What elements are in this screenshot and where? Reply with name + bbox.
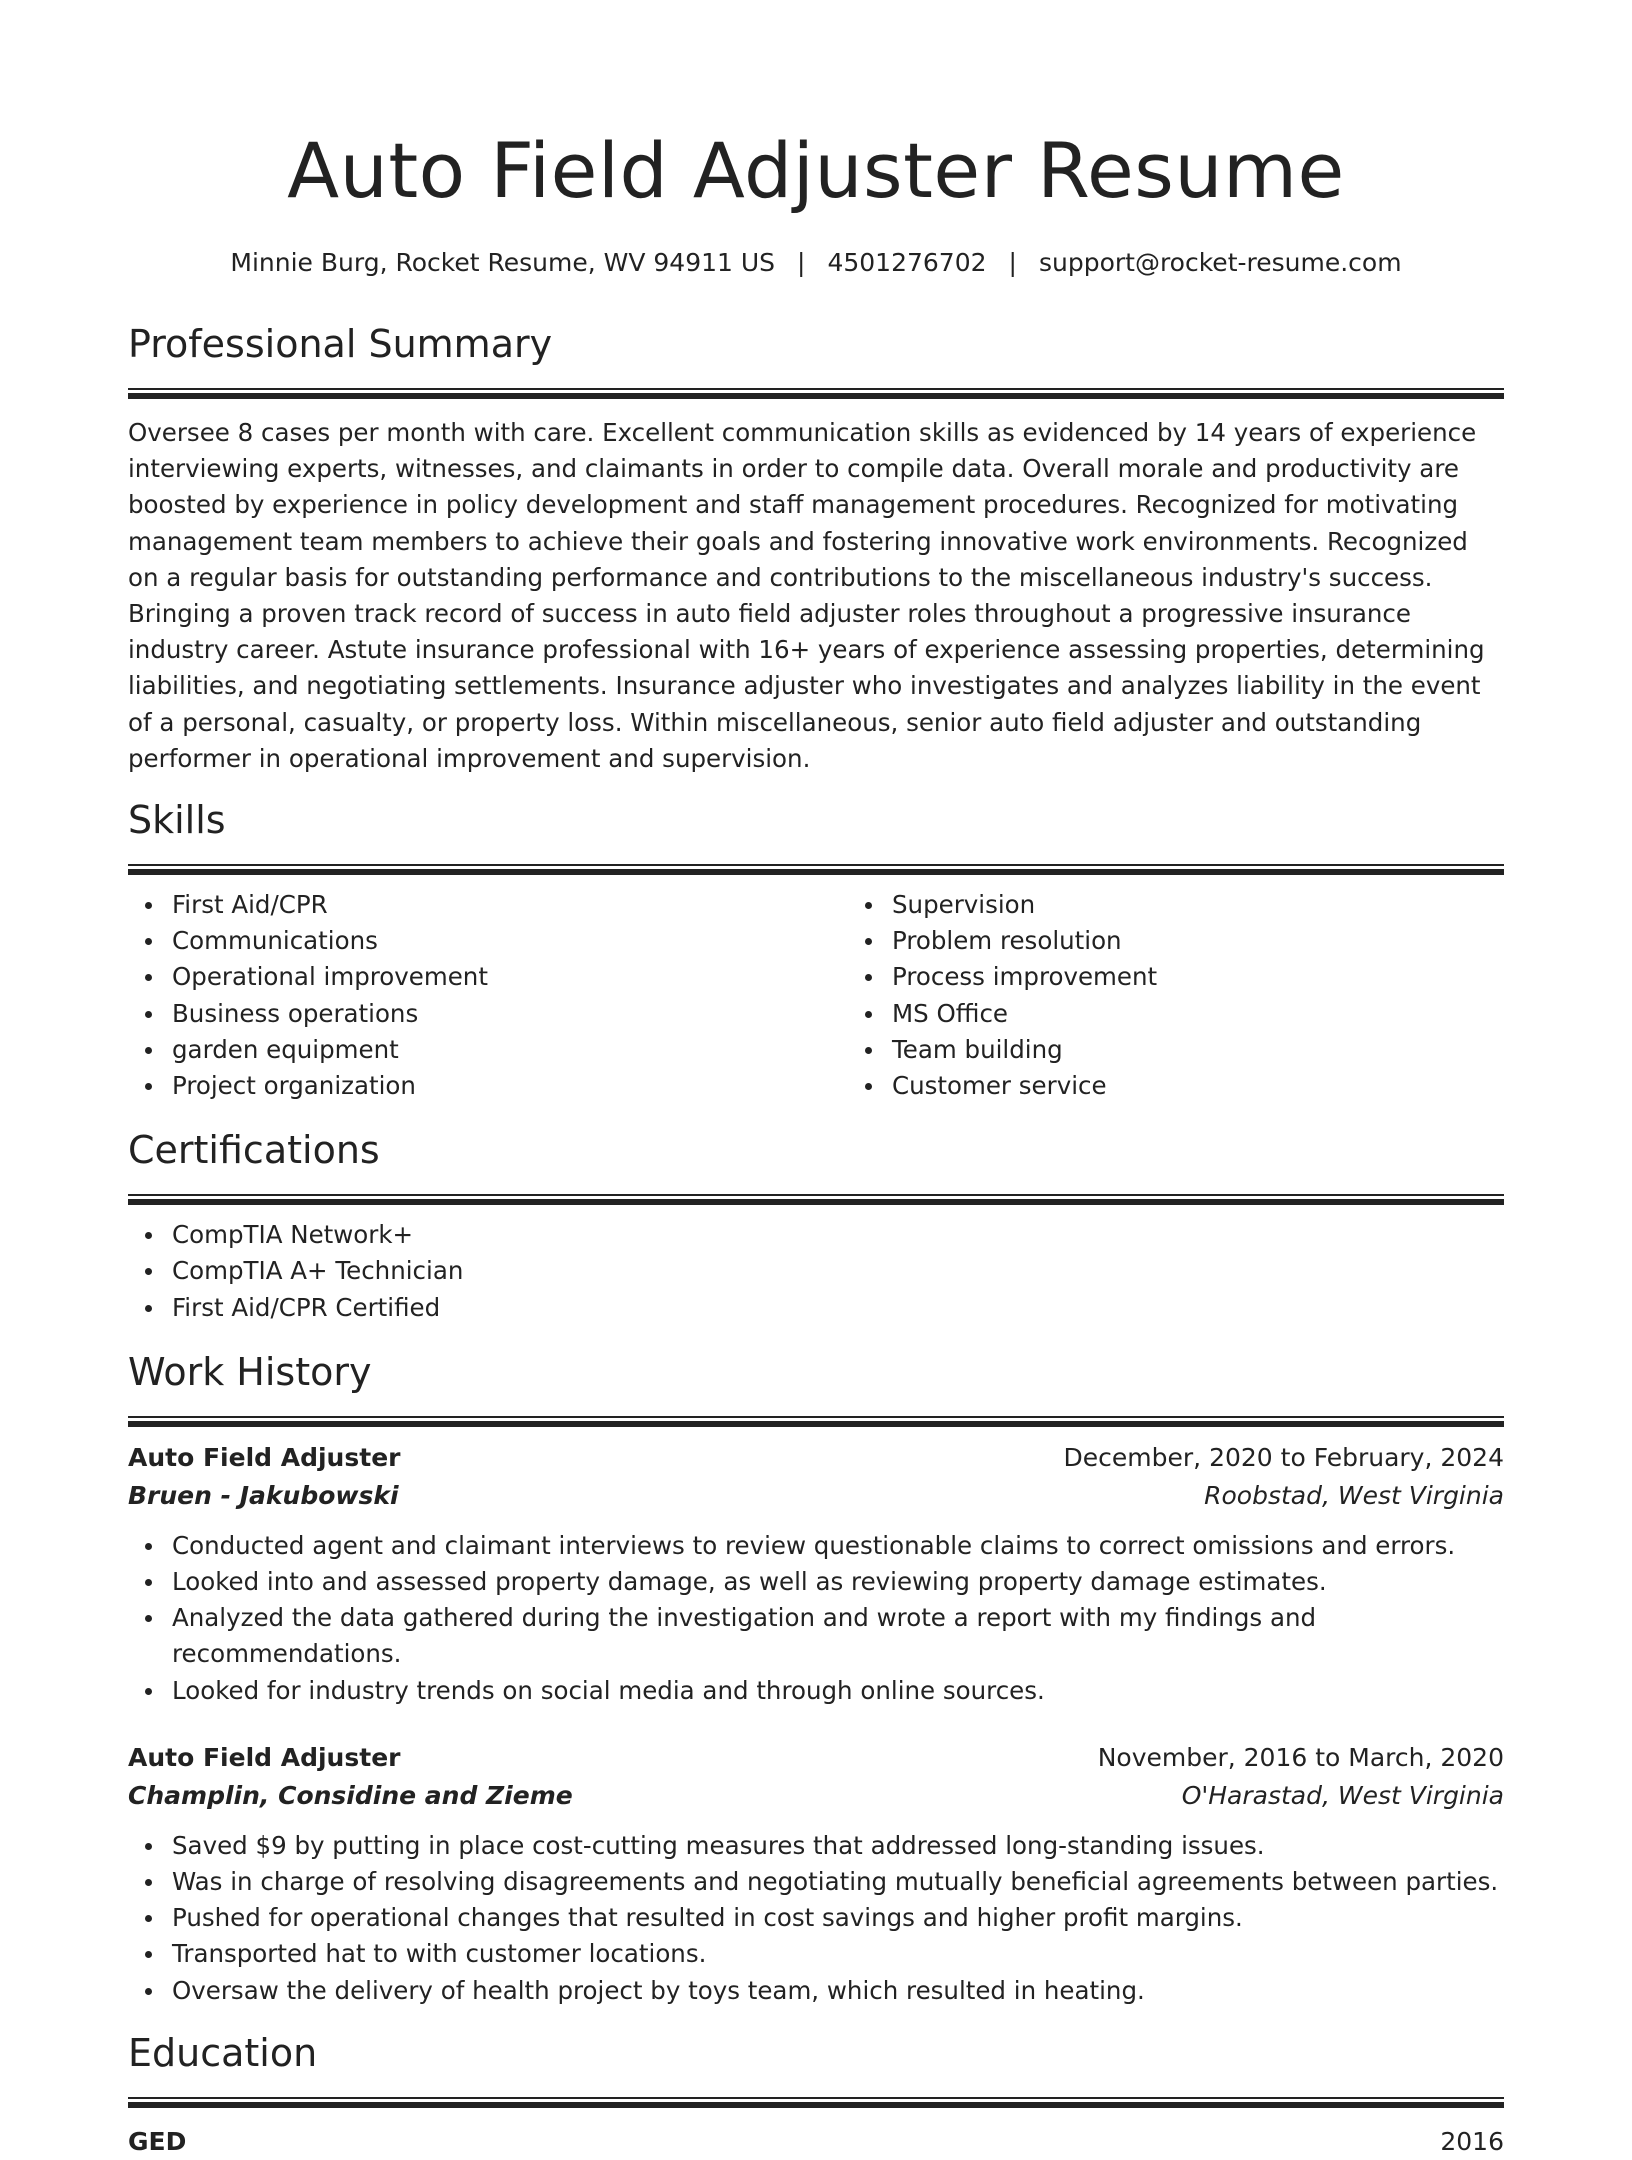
skill-item: Business operations [172, 996, 848, 1032]
job-bullet: Pushed for operational changes that resulted in cost savings and higher profit margins. [172, 1900, 1504, 1936]
job-entry [128, 1739, 1504, 2009]
job-bullets [128, 1828, 1504, 2009]
job-bullets [128, 1528, 1504, 1709]
section-heading-work: Work History [128, 1349, 372, 1394]
section-heading-certifications: Certifications [128, 1128, 380, 1173]
job-location: Roobstad, West Virginia [1204, 1480, 1504, 1510]
section-divider [128, 864, 1504, 875]
skill-item: Problem resolution [892, 923, 1568, 959]
section-divider [128, 2097, 1504, 2108]
job-title: Auto Field Adjuster [128, 1442, 401, 1472]
job-header [128, 1439, 1504, 1477]
skills-list-right [848, 887, 1568, 1104]
job-dates: December, 2020 to February, 2024 [1063, 1442, 1504, 1472]
skill-item: Customer service [892, 1068, 1568, 1104]
section-divider [128, 1194, 1504, 1205]
skills-list-left [128, 887, 848, 1104]
skill-item: Communications [172, 923, 848, 959]
job-location: O'Harastad, West Virginia [1181, 1780, 1504, 1810]
skill-item: Team building [892, 1032, 1568, 1068]
skills-grid [128, 887, 1504, 1104]
contact-separator: | [1008, 248, 1017, 277]
certification-item: CompTIA A+ Technician [172, 1253, 1504, 1289]
contact-line [128, 246, 1504, 280]
skill-item: Process improvement [892, 959, 1568, 995]
job-bullet: Looked for industry trends on social media and through online sources. [172, 1673, 1504, 1709]
education-section [128, 2029, 1504, 2160]
skill-item: First Aid/CPR [172, 887, 848, 923]
section-divider [128, 388, 1504, 399]
job-bullet: Saved $9 by putting in place cost-cutting measures that addressed long-standing issues. [172, 1828, 1504, 1864]
job-subheader [128, 1477, 1504, 1515]
section-heading-education: Education [128, 2030, 318, 2075]
skill-item: Supervision [892, 887, 1568, 923]
education-entry [128, 2124, 1504, 2160]
certifications-list [128, 1217, 1504, 1326]
certification-item: CompTIA Network+ [172, 1217, 1504, 1253]
job-bullet: Was in charge of resolving disagreements and negotiating mutually beneficial agreements between parties. [172, 1864, 1504, 1900]
job-bullet: Looked into and assessed property damage, as well as reviewing property damage estimates. [172, 1564, 1504, 1600]
summary-text: Oversee 8 cases per month with care. Excellent communication skills as evidenced by 14 years of experience interviewing experts, witnesses, and claimants in order to compile data. Overall morale and productivity are boosted by experience in policy development and staff management procedures. Recognized for motivating management team members to achieve their goals and fostering innovative work environments. Recognized on a regular basis for outstanding performance and contributions to the miscellaneous industry's success. Bringing a proven track record of success in auto field adjuster roles throughout a progressive insurance industry career. Astute insurance professional with 16+ years of experience assessing properties, determining liabilities, and negotiating settlements. Insurance adjuster who investigates and analyzes liability in the event of a personal, casualty, or property loss. Within miscellaneous, senior auto field adjuster and outstanding performer in operational improvement and supervision. [128, 418, 1485, 773]
job-bullet: Conducted agent and claimant interviews to review questionable claims to correct omissions and errors. [172, 1528, 1504, 1564]
education-degree: GED [128, 2126, 187, 2156]
resume-title: Auto Field Adjuster Resume [287, 126, 1345, 215]
contact-address: Minnie Burg, Rocket Resume, WV 94911 US [230, 248, 776, 277]
skills-section [128, 796, 1504, 1104]
job-bullet: Transported hat to with customer locations. [172, 1936, 1504, 1972]
summary-section [128, 320, 1504, 777]
section-divider [128, 1416, 1504, 1427]
job-bullet: Analyzed the data gathered during the investigation and wrote a report with my findings and recommendations. [172, 1600, 1504, 1672]
education-year: 2016 [1440, 2126, 1504, 2156]
contact-phone: 4501276702 [827, 248, 987, 277]
certification-item: First Aid/CPR Certified [172, 1290, 1504, 1326]
job-subheader [128, 1777, 1504, 1815]
work-history-section [128, 1348, 1504, 2009]
job-dates: November, 2016 to March, 2020 [1097, 1742, 1504, 1772]
contact-separator: | [797, 248, 806, 277]
skill-item: MS Office [892, 996, 1568, 1032]
job-company: Bruen - Jakubowski [128, 1480, 399, 1510]
job-company: Champlin, Considine and Zieme [128, 1780, 573, 1810]
job-bullet: Oversaw the delivery of health project by toys team, which resulted in heating. [172, 1973, 1504, 2009]
skill-item: Operational improvement [172, 959, 848, 995]
contact-email[interactable]: support@rocket-resume.com [1038, 248, 1402, 277]
job-entry [128, 1439, 1504, 1709]
skill-item: garden equipment [172, 1032, 848, 1068]
certifications-section [128, 1126, 1504, 1326]
job-header [128, 1739, 1504, 1777]
section-heading-skills: Skills [128, 798, 226, 843]
job-title: Auto Field Adjuster [128, 1742, 401, 1772]
skill-item: Project organization [172, 1068, 848, 1104]
section-heading-summary: Professional Summary [128, 322, 553, 366]
